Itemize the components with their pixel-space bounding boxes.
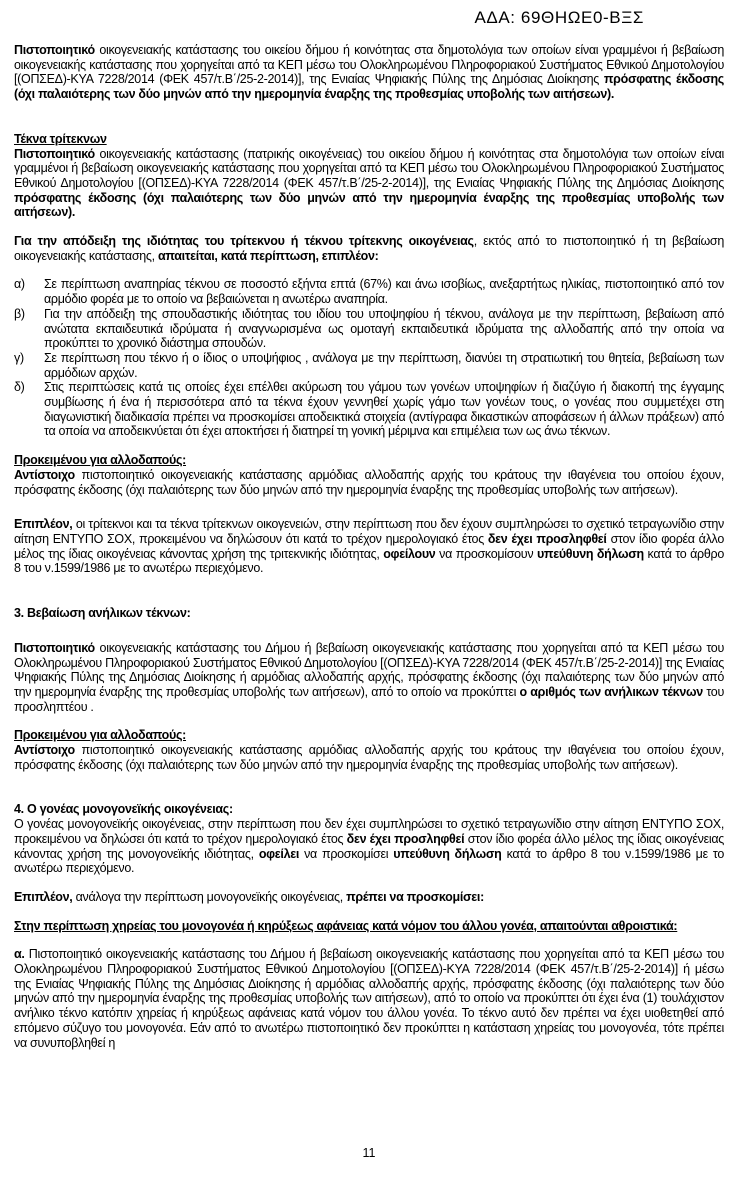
heading-allodapous-1: Προκειμένου για αλλοδαπούς: — [14, 453, 187, 468]
text-run: ανάλογα την περίπτωση μονογονεϊκής οικογένειας, — [72, 889, 347, 904]
list-text-a: Σε περίπτωση αναπηρίας τέκνου σε ποσοστό εξήντα επτά (67%) και άνω ισοβίως, ανεξαρτήτως ηλικίας, πιστοποιητικό από τον αρμόδιο φορέα με το οποίο να βεβαιώνεται η ανωτέρω αναπηρία. — [44, 277, 724, 307]
list-item-b — [14, 307, 724, 351]
paragraph-apodeixi-idiotitas — [14, 234, 724, 263]
text-run: απαιτείται, κατά περίπτωση, επιπλέον: — [157, 248, 379, 263]
text-run: οφείλει — [258, 846, 300, 861]
text-run: οικογενειακής κατάστασης του οικείου δήμου ή κοινότητας στα δημοτολόγια των οποίων είναι γραμμένοι ή βεβαίωση οικογενειακής κατάστασης που χορηγείται από τα ΚΕΠ μέσω του Ολοκληρωμένου Πληροφοριακού Συστήματος Εθνικού Δημοτολογίου [(ΟΠΣΕΔ)-ΚΥΑ 7228/2014 (ΦΕΚ 457/τ.Β΄/25-2-2014)], της Ενιαίας Ψηφιακής Πύλης της Δημόσιας Διοίκησης — [14, 43, 724, 87]
text-run: ο αριθμός των ανήλικων τέκνων — [519, 684, 703, 699]
text-run: υπεύθυνη δήλωση — [536, 546, 644, 561]
paragraph-monogoneiki — [14, 817, 724, 876]
heading-section-4: 4. Ο γονέας μονογονεϊκής οικογένειας: — [14, 802, 233, 817]
list-marker-a: α) — [14, 277, 25, 292]
paragraph-pistopoiitiko-1 — [14, 43, 724, 102]
text-run: οι τρίτεκνοι και τα τέκνα τρίτεκνων οικογενειών, στην περίπτωση που δεν έχουν συμπληρώσει το σχετικό τετραγωνίδιο στην αίτηση ΕΝΤΥΠΟ ΣΟΧ, προκειμένου να δηλώσουν ότι κατά το τρέχον ημερολογιακό έτος — [14, 517, 724, 546]
paragraph-alpha-certificate — [14, 947, 724, 1050]
list-marker-c: γ) — [14, 350, 24, 365]
text-run: οικογενειακής κατάστασης (πατρικής οικογένειας) του οικείου δήμου ή κοινότητας στα δημοτολόγια των οποίων είναι γραμμένοι ή βεβαίωση οικογενειακής κατάστασης που χορηγείται από τα ΚΕΠ μέσω του Ολοκληρωμένου Πληροφοριακού Συστήματος Εθνικού Δημοτολογίου [(ΟΠΣΕΔ)-ΚΥΑ 7228/2014 (ΦΕΚ 457/τ.Β΄/25-2-2014)], της Ενιαίας Ψηφιακής Πύλης της Δημόσιας Διοίκησης — [14, 146, 724, 190]
text-run: , εκτός από το πιστοποιητικό ή τη βεβαίωση οικογενειακής κατάστασης, — [14, 234, 724, 263]
heading-tekna-triteknon: Τέκνα τρίτεκνων — [14, 131, 107, 146]
text-run: Για την απόδειξη της ιδιότητας του τρίτεκνου ή τέκνου τρίτεκνης οικογένειας — [14, 234, 474, 249]
list-marker-d: δ) — [14, 380, 25, 395]
heading-xireia: Στην περίπτωση χηρείας του μονογονέα ή κηρύξεως αφάνειας κατά νόμον του άλλου γονέα, απαιτούνται αθροιστικά: — [14, 918, 678, 933]
text-run: Πιστοποιητικό — [14, 43, 95, 57]
text-run: στον ίδιο φορέα άλλο μέλος της ίδιας οικογένειας κάνοντας χρήση της μονογονεϊκής ιδιότητας, — [14, 831, 724, 861]
text-run: Ο γονέας μονογονεϊκής οικογένειας, στην περίπτωση που δεν έχει συμπληρώσει το σχετικό τετραγωνίδιο στην αίτηση ΕΝΤΥΠΟ ΣΟΧ, προκειμένου να δηλώσει ότι κατά το τρέχον ημερολογιακό έτος — [14, 817, 724, 846]
text-run: πρέπει να προσκομίσει: — [346, 889, 484, 904]
text-run: να προσκομίσει — [299, 846, 394, 861]
text-run: Επιπλέον, — [14, 517, 73, 532]
paragraph-epipleon-tritekna — [14, 517, 724, 576]
text-run: πιστοποιητικό οικογενειακής κατάστασης αρμόδιας αλλοδαπής αρχής του κράτους την ιθαγένεια του οποίου έχουν, πρόσφατης έκδοσης (όχι παλαιότερης των δύο μηνών από την ημερομηνία έναρξης της προθεσμίας υποβολής των αιτήσεων). — [14, 467, 724, 497]
text-run: Πιστοποιητικό — [14, 146, 95, 161]
text-run: δεν έχει προσληφθεί — [346, 831, 465, 846]
paragraph-pistopoiitiko-2 — [14, 147, 724, 221]
text-run: οφείλουν — [383, 546, 436, 561]
text-run: οικογενειακής κατάστασης του Δήμου ή βεβαίωση οικογενειακής κατάστασης που χορηγείται από τα ΚΕΠ μέσω του Ολοκληρωμένου Πληροφοριακού Συστήματος Εθνικού Δημοτολογίου [(ΟΠΣΕΔ)-ΚΥΑ 7228/2014 (ΦΕΚ 457/τ.Β΄/25-2-2014)] της Ενιαίας Ψηφιακής Πύλης της Δημόσιας Διοίκησης ή αρμόδιας αλλοδαπής αρχής, πρόσφατης έκδοσης (όχι παλαιότερης των δύο μηνών από την ημερομηνία έναρξης της προθεσμίας υποβολής των αιτήσεων), από το οποίο να προκύπτει — [14, 640, 724, 699]
text-run: κατά το άρθρο 8 του ν.1599/1986 με το ανωτέρω περιεχόμενο. — [14, 846, 724, 876]
text-run: πρόσφατης έκδοσης (όχι παλαιότερης των δύο μηνών από την ημερομηνία έναρξης της προθεσμίας υποβολής των αιτήσεων). — [14, 72, 724, 102]
text-run: πιστοποιητικό οικογενειακής κατάστασης αρμόδιας αλλοδαπής αρχής του κράτους την ιθαγένεια του οποίου έχουν, πρόσφατης έκδοσης (όχι παλαιότερης των δύο μηνών από την ημερομηνία έναρξης της προθεσμίας υποβολής των αιτήσεων). — [14, 743, 724, 772]
heading-section-3: 3. Βεβαίωση ανήλικων τέκνων: — [14, 606, 191, 621]
list-text-b: Για την απόδειξη της σπουδαστικής ιδιότητας του ιδίου του υποψηφίου ή τέκνου, ανάλογα με την περίπτωση, βεβαίωση από ανώτατα εκπαιδευτικά ιδρύματα ή αναγνωρισμένα ως ομοταγή εκπαιδευτικά ιδρύματα της αλλοδαπής από την οποία να προκύπτει το χρονικό διάστημα σπουδών. — [44, 306, 724, 351]
text-run: Πιστοποιητικό — [14, 640, 95, 655]
text-run: κατά το άρθρο 8 του ν.1599/1986 με το ανωτέρω περιεχόμενο. — [14, 546, 724, 576]
list-marker-b: β) — [14, 306, 25, 321]
list-text-d: Στις περιπτώσεις κατά τις οποίες έχει επέλθει ακύρωση του γάμου των γονέων υποψηφίων ή διαζύγιο ή διακοπή της έγγαμης συμβίωσης ή ένα ή περισσότερα από τα τέκνα έχουν γεννηθεί χωρίς γάμο των γονέων τους, ο γονέας που συμμετέχει στη διαγωνιστική διαδικασία πρέπει να προσκομίσει αποδεικτικά στοιχεία (αντίγραφα δικαστικών αποφάσεων ή άλλων πράξεων) από τα οποία να αποδεικνύεται ότι έχει αποκτήσει ή διατηρεί τη γονική μέριμνα και επιμέλεια των ως άνω τέκνων. — [44, 380, 724, 439]
text-run: Αντίστοιχο — [14, 467, 75, 482]
paragraph-antistoixo-2 — [14, 743, 724, 772]
paragraph-epipleon-monogoneiki — [14, 890, 724, 905]
text-run: υπεύθυνη δήλωση — [393, 846, 502, 861]
text-run: πρόσφατης έκδοσης (όχι παλαιότερης των δύο μηνών από την ημερομηνία έναρξης της προθεσμίας υποβολής των αιτήσεων). — [14, 190, 724, 220]
heading-allodapous-2: Προκειμένου για αλλοδαπούς: — [14, 728, 187, 743]
paragraph-vevaiosi-anilikon — [14, 641, 724, 715]
text-run: στον ίδιο φορέα άλλο μέλος της ίδιας οικογένειας κάνοντας χρήση της τριτεκνικής ιδιότητας, — [14, 531, 724, 561]
text-run: Πιστοποιητικό οικογενειακής κατάστασης του Δήμου ή βεβαίωση οικογενειακής κατάστασης που χορηγείται από τα ΚΕΠ μέσω του Ολοκληρωμένου Πληροφοριακού Συστήματος Εθνικού Δημοτολογίου [(ΟΠΣΕΔ)-ΚΥΑ 7228/2014 (ΦΕΚ 457/τ.Β΄/25-2-2014)] ή μέσω της Ενιαίας Ψηφιακής Πύλης της Δημόσιας Διοίκησης ή αρμόδιας αλλοδαπής αρχής, πρόσφατης έκδοσης (όχι παλαιότερης των δύο μηνών από την ημερομηνία έναρξης της προθεσμίας υποβολής των αιτήσεων), από το οποίο να προκύπτει ότι έχει ένα (1) τουλάχιστον ανήλικο τέκνο κατόπιν χηρείας ή κηρύξεως αφάνειας κατά νόμον του άλλου γονέα. Το τέκνο αυτό δεν πρέπει να έχει υιοθετηθεί από επόμενο σύζυγο του μονογονέα. Εάν από το ανωτέρω πιστοποιητικό δεν προκύπτει η κατάσταση χηρείας του μονογονέα, τότε πρέπει να συνυποβληθεί η — [14, 947, 724, 1050]
list-item-d — [14, 380, 724, 439]
text-run: του προσληπτέου . — [14, 684, 724, 714]
list-item-a — [14, 277, 724, 306]
text-run: Επιπλέον, — [14, 889, 73, 904]
list-text-c: Σε περίπτωση που τέκνο ή ο ίδιος ο υποψήφιος , ανάλογα με την περίπτωση, διανύει τη στρατιωτική του θητεία, βεβαίωση των αρμόδιων αρχών. — [44, 350, 724, 380]
text-run: α. — [14, 947, 25, 962]
text-run: Αντίστοιχο — [14, 743, 75, 758]
text-run: δεν έχει προσληφθεί — [487, 531, 607, 546]
page-number: 11 — [362, 1146, 376, 1160]
paragraph-antistoixo-1 — [14, 468, 724, 497]
document-body — [14, 43, 724, 1050]
list-item-c — [14, 351, 724, 380]
ada-code: ΑΔΑ: 69ΘΗΩΕ0-ΒΞΣ — [474, 8, 644, 27]
text-run: να προσκομίσουν — [435, 546, 537, 561]
